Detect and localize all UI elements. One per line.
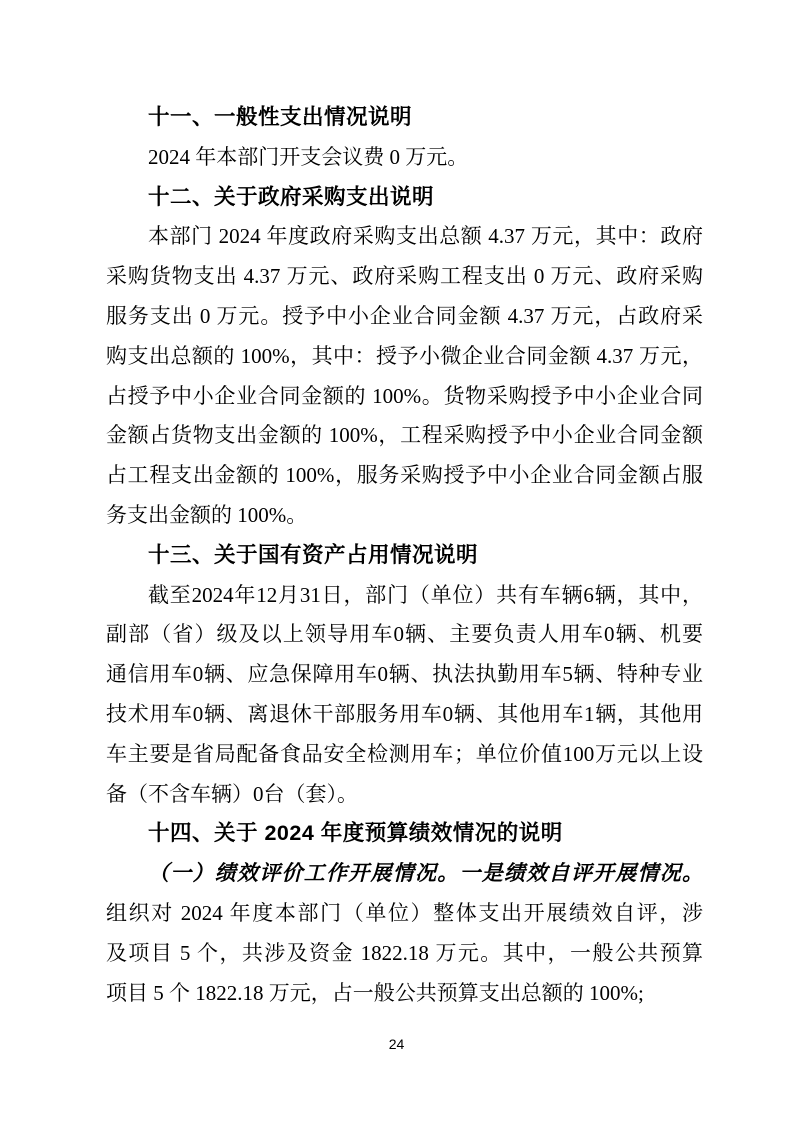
section-heading: 十二、关于政府采购支出说明 — [148, 184, 435, 209]
body-text-line: 占工程支出金额的 100%，服务采购授予中小企业合同金额占服 — [106, 463, 703, 488]
body-text-line: 购支出总额的 100%，其中：授予小微企业合同金额 4.37 万元， — [106, 343, 703, 368]
body-text-line: 务支出金额的 100%。 — [106, 502, 308, 527]
body-text-line: 通信用车0辆、应急保障用车0辆、执法执勤用车5辆、特种专业 — [106, 662, 703, 687]
body-text-line: 2024 年本部门开支会议费 0 万元。 — [148, 144, 469, 169]
body-text-line: 采购货物支出 4.37 万元、政府采购工程支出 0 万元、政府采购 — [106, 264, 703, 289]
body-text-line: 技术用车0辆、离退休干部服务用车0辆、其他用车1辆，其他用 — [106, 701, 703, 726]
page-number: 24 — [388, 1036, 405, 1052]
body-text-line: 金额占货物支出金额的 100%，工程采购授予中小企业合同金额 — [106, 423, 703, 448]
body-text-line: 服务支出 0 万元。授予中小企业合同金额 4.37 万元，占政府采 — [106, 303, 703, 328]
body-text-line: 车主要是省局配备食品安全检测用车；单位价值100万元以上设 — [106, 741, 703, 766]
body-text-line: 备（不含车辆）0台（套）。 — [106, 781, 358, 806]
body-text-line: 占授予中小企业合同金额的 100%。货物采购授予中小企业合同 — [106, 383, 703, 408]
body-text-line: 项目 5 个 1822.18 万元，占一般公共预算支出总额的 100%; — [106, 980, 644, 1005]
body-text-line: 及项目 5 个，共涉及资金 1822.18 万元。其中，一般公共预算 — [106, 940, 703, 965]
section-heading: 十四、关于 2024 年度预算绩效情况的说明 — [148, 821, 563, 846]
body-text-line: 截至2024年12月31日，部门（单位）共有车辆6辆，其中， — [148, 582, 703, 607]
section-heading: 十三、关于国有资产占用情况说明 — [148, 542, 479, 567]
document-body — [106, 98, 703, 1013]
body-text-line: 组织对 2024 年度本部门（单位）整体支出开展绩效自评，涉 — [106, 900, 703, 925]
body-text-line: 本部门 2024 年度政府采购支出总额 4.37 万元，其中：政府 — [148, 224, 703, 249]
emphasis-text-line: （一）绩效评价工作开展情况。一是绩效自评开展情况。 — [148, 861, 703, 886]
section-heading: 十一、一般性支出情况说明 — [148, 105, 413, 129]
body-text-line: 副部（省）级及以上领导用车0辆、主要负责人用车0辆、机要 — [106, 622, 703, 647]
